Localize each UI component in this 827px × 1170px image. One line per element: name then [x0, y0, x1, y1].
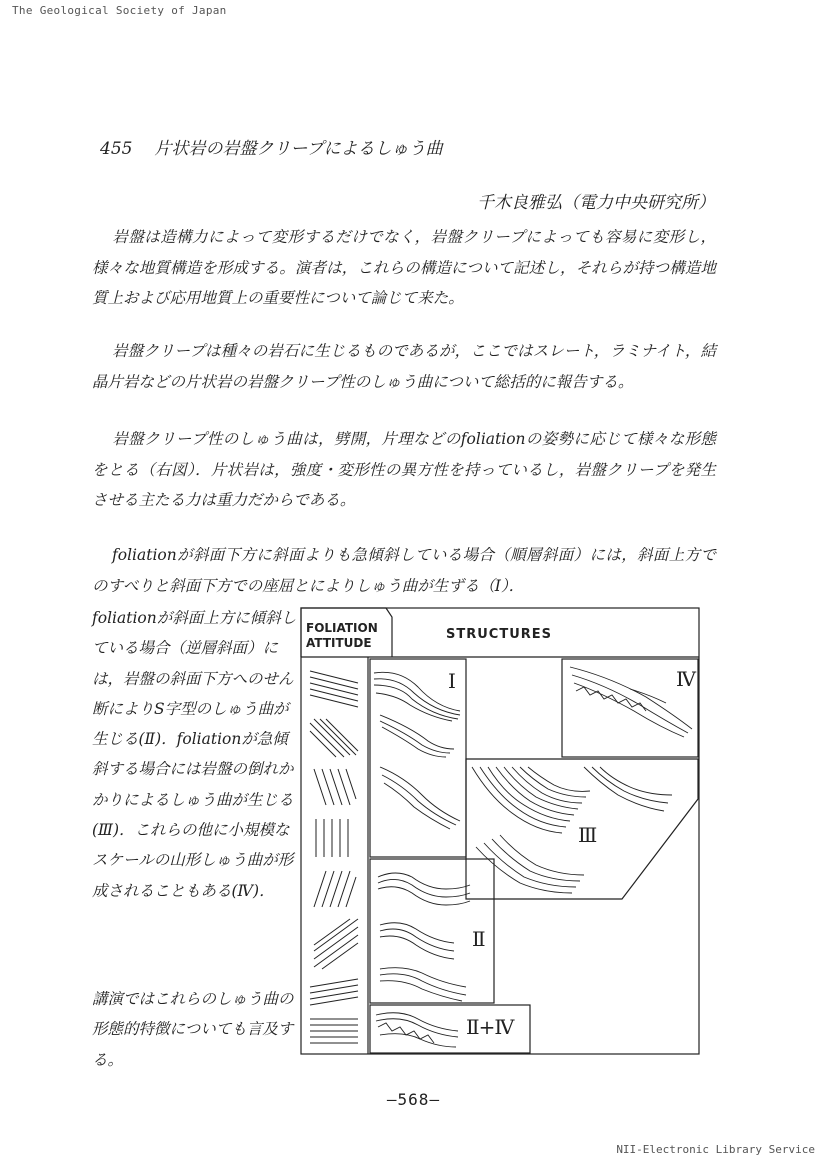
- foliation-moderate-up: [314, 919, 358, 969]
- article-title: [100, 134, 443, 159]
- society-header: The Geological Society of Japan: [12, 4, 227, 17]
- author-line: 千木良雅弘（電力中央研究所）: [477, 193, 715, 213]
- label-type-2: Ⅱ: [472, 927, 485, 951]
- body-paragraph-3: 岩盤クリープ性のしゅう曲は，劈開，片理などのfoliationの姿勢に応じて様々な形態をとる（右図）．片状岩は，強度・変形性の異方性を持っているし，岩盤クリープを発生させる主たる力は重力だからである。: [92, 430, 716, 509]
- body-paragraph-2: 岩盤クリープは種々の岩石に生じるものであるが，ここではスレート，ラミナイト，結晶片岩などの片状岩の岩盤クリープ性のしゅう曲について総括的に報告する。: [92, 342, 716, 391]
- foliation-gentle-up: [310, 979, 358, 1005]
- side-paragraph-2: 講演ではこれらのしゅう曲の形態的特徴についても言及する。: [92, 990, 294, 1069]
- foliation-moderate-down: [310, 719, 358, 757]
- label-type-2-4: Ⅱ+Ⅳ: [466, 1015, 514, 1039]
- figure-outer-border: [301, 608, 699, 1054]
- article-number: 455: [100, 139, 133, 159]
- sketch-type-2: [378, 873, 470, 1001]
- label-type-1: Ⅰ: [448, 669, 455, 693]
- foliation-steep-up: [314, 871, 356, 907]
- article-title-text: 片状岩の岩盤クリープによるしゅう曲: [154, 139, 443, 159]
- foliation-steep-down: [314, 769, 356, 805]
- nii-footer: NII-Electronic Library Service: [616, 1143, 815, 1156]
- sketch-type-4: [570, 667, 692, 737]
- foliation-vertical: [316, 819, 348, 857]
- side-paragraph-1: foliationが斜面上方に傾斜している場合（逆層斜面）には，岩盤の斜面下方へのせん断によりS字型のしゅう曲が生じる(Ⅱ)．foliationが急傾斜する場合には岩盤の倒れかかりによるしゅう曲が生じる(Ⅲ)．これらの他に小規模なスケールの山形しゅう曲が形成されることもある(Ⅳ)．: [92, 609, 297, 900]
- label-type-3: Ⅲ: [578, 823, 597, 847]
- foliation-gentle-down: [310, 671, 358, 707]
- label-type-4: Ⅳ: [676, 667, 695, 691]
- foliation-samples: [310, 671, 358, 1043]
- sketch-type-2-4: [376, 1013, 458, 1047]
- figure-frame: [300, 607, 715, 1059]
- foliation-horizontal: [310, 1019, 358, 1043]
- structures-header: STRUCTURES: [446, 627, 553, 642]
- sketch-type-3: [472, 767, 672, 893]
- structures-figure: [300, 607, 715, 1059]
- body-paragraph-1: 岩盤は造構力によって変形するだけでなく，岩盤クリープによっても容易に変形し，様々な地質構造を形成する。演者は，これらの構造について記述し，それらが持つ構造地質上および応用地質上の重要性について論じて来た。: [92, 228, 716, 307]
- body-paragraph-4: foliationが斜面下方に斜面よりも急傾斜している場合（順層斜面）には，斜面上方でのすべりと斜面下方での座屈とによりしゅう曲が生ずる（Ⅰ）．: [92, 546, 716, 595]
- page-number: —568—: [386, 1090, 441, 1109]
- sketch-type-1: [374, 672, 460, 829]
- foliation-attitude-header: FOLIATION ATTITUDE: [306, 621, 378, 650]
